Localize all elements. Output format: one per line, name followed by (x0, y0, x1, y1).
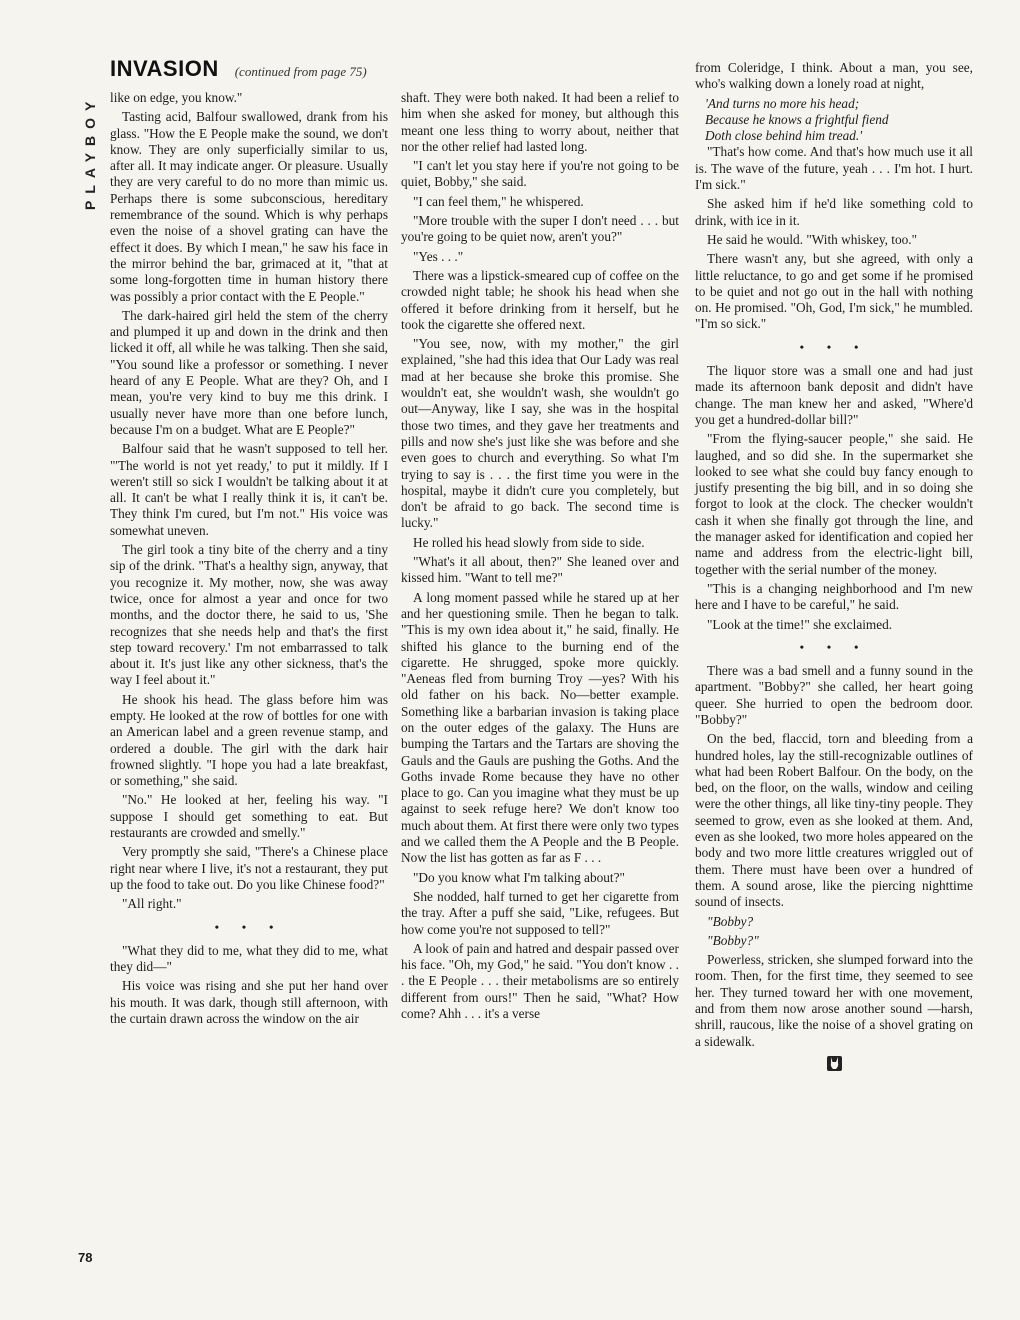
body-paragraph: "Yes . . ." (413, 248, 464, 264)
page-number: 78 (78, 1250, 93, 1265)
body-paragraph: There was a lipstick-smeared cup of coffee on the crowded night table; he shook his head when she offered it before drinking from it herself, but he took the cigarette she offered next. (401, 267, 679, 332)
body-paragraph: The girl took a tiny bite of the cherry and a tiny sip of the drink. "That's a healthy sign, anyway, that you recognize it. My mother, now, she was away twice, once for almost a year and once for two months, and the doctor there, he said to us, 'She recognizes that she needs help and that's the first step toward recovery.' I'm not embarrassed to talk about it. It's just like any other sickness, that's the way I feel about it." (110, 542, 388, 688)
body-paragraph: There wasn't any, but she agreed, with only a little reluctance, to go and get some if he promised to be quiet and not go out in the hall with nothing on. He promised. "Oh, God, I'm sick," he mumbled. "I'm so sick." (695, 251, 973, 332)
body-paragraph: "All right." (122, 896, 182, 912)
body-paragraph: Balfour said that he wasn't supposed to tell her. "'The world is not yet ready,' to put it mildly. If I weren't still so sick I wouldn't be talking about it at all. It can't be what I really think it is, it can't be. They think I'm cured, but I'm not." His voice was somewhat uneven. (110, 441, 388, 538)
body-paragraph: A long moment passed while he stared up at her and her questioning smile. Then he began to talk. "This is my own idea about it," he said, finally. He shifted his glance to the burning end of the cigarette. He shrugged, spoke more quickly. "Aeneas fled from burning Troy —yes? With his old father on his back. No—better example. Something like a barbarian invasion is taking place on the outer edges of the galaxy. The Huns are bumping the Tartars and the Tartars are shoving the Gauls and the Gauls are pushing the Goths. And the Goths invade Rome because they have no other place to go. Can you imagine what they must be up against to seek refuge here? We don't know too much about them. At first there were only two types and we called them the A People and the B People. Now the list has gotten as far as F . . . (401, 589, 679, 866)
rabbit-head-icon (827, 1056, 842, 1071)
body-paragraph: from Coleridge, I think. About a man, you see, who's walking down a lonely road at night, (695, 60, 973, 92)
body-paragraph: "I can feel them," he whispered. (413, 193, 584, 209)
magazine-masthead: PLAYBOY (82, 94, 98, 210)
body-paragraph: He said he would. "With whiskey, too." (707, 231, 917, 247)
text-column-1 (110, 90, 388, 1030)
continued-note: (continued from page 75) (234, 64, 367, 79)
body-paragraph: There was a bad smell and a funny sound in the apartment. "Bobby?" she called, her heart going queer. She hurried to open the bedroom door. "Bobby?" (695, 663, 973, 727)
body-paragraph: He shook his head. The glass before him was empty. He looked at the row of bottles for one with an American label and a green revenue stamp, and ordered a double. The girl with the dark hair frowned slightly. "I hope you had a late breakfast, or something," she said. (110, 691, 388, 789)
text-column-2 (401, 90, 679, 1025)
body-paragraph: "What they did to me, what they did to me, what they did—" (110, 942, 388, 975)
body-paragraph: "More trouble with the super I don't need . . . but you're going to be quiet now, aren't you?" (401, 213, 679, 245)
section-break: • • • (799, 639, 869, 654)
section-break: • • • (799, 339, 869, 354)
body-paragraph: His voice was rising and she put her hand over his mouth. It was dark, though still afternoon, with the curtain drawn across the window on the air (110, 978, 388, 1027)
verse-line: Doth close behind him tread.' (705, 128, 863, 144)
body-paragraph: She nodded, half turned to get her cigarette from the tray. After a puff she said, "Like, refugees. But how come you're not supposed to tell?" (401, 888, 679, 937)
verse-line: Because he knows a frightful fiend (705, 111, 889, 127)
body-paragraph: Very promptly she said, "There's a Chinese place right near where I live, it's not a restaurant, they put up the food to take out. Do you like Chinese food?" (110, 844, 388, 892)
body-paragraph: "I can't let you stay here if you're not going to be quiet, Bobby," she said. (401, 158, 679, 190)
article-title: INVASION (110, 56, 219, 81)
article-header (110, 56, 367, 86)
body-paragraph: "Bobby?" (707, 932, 759, 948)
body-paragraph: The dark-haired girl held the stem of the cherry and plumped it up and down in the drink and then licked it off, all while he was talking. Then she said, "You sound like a professor or something. I never heard of any E People. What are they? Oh, and I mean, you're very kind to buy me this drink. I usually never have more than one before lunch, because I'm on a budget. What are E People?" (110, 307, 388, 437)
body-paragraph: "Look at the time!" she exclaimed. (707, 616, 893, 632)
body-paragraph: Tasting acid, Balfour swallowed, drank from his glass. "How the E People make the sound, we don't know. They are only superficially similar to us, after all. It may indicate anger. Or pleasure. Usually they are very careful to do no more than mimic us. Perhaps there is some subconscious, hereditary remembrance of the sound. Which is why perhaps even the noise of a shovel grating can have the effect it does. By which I mean," he saw his face in the mirror behind the bar, grimaced at it, "that at some long-forgotten time in human history there was possibly a prior contact with the E People." (110, 109, 388, 304)
body-paragraph: She asked him if he'd like something cold to drink, with ice in it. (695, 196, 973, 228)
body-paragraph: "What's it all about, then?" She leaned over and kissed him. "Want to tell me?" (401, 554, 679, 586)
body-paragraph: "You see, now, with my mother," the girl explained, "she had this idea that Our Lady was real mad at her because she broke this promise. She wouldn't eat, she wouldn't wash, she wouldn't go out—Anyway, like I say, she was in the hospital those two times, and they gave her treatments and pills and now she's just like she was before and she even goes to church and everything. So what I'm trying to say is . . . the first time you were in the hospital, maybe it didn't cure you completely, but don't be afraid to go back. The second time is lucky." (401, 336, 679, 531)
body-paragraph: On the bed, flaccid, torn and bleeding from a hundred holes, lay the still-recognizable outlines of what had been Robert Balfour. On the body, on the bed, on the floor, on the walls, window and ceiling were the other things, all like tiny-tiny people. They seemed to grow, even as she looked at them. And, even as she looked, two more holes appeared on the body and two more little creatures wriggled out of them. There must have been over a hundred of them. A sound arose, like the piercing nighttime sound of insects. (695, 731, 973, 910)
body-paragraph: "No." He looked at her, feeling his way. "I suppose I should get something to eat. But restaurants are crowded and smelly." (110, 792, 388, 841)
verse-line: 'And turns no more his head; (705, 95, 860, 111)
body-paragraph: "Bobby? (707, 913, 754, 929)
body-paragraph: "From the flying-saucer people," she said. He laughed, and so did she. In the supermarket she looked to see what she could buy fancy enough to justify presenting the big bill, and in so doing she forgot to look at the clock. The checker wouldn't cash it when she finally got through the line, and the manager asked for identification and copied her name and address from the electric-light bill, together with the serial number of the money. (695, 431, 973, 577)
body-paragraph: The liquor store was a small one and had just made its afternoon bank deposit and didn't have change. The man knew her and asked, "Where'd you get a hundred-dollar bill?" (695, 363, 973, 427)
body-paragraph: He rolled his head slowly from side to side. (413, 534, 645, 550)
body-paragraph: "Do you know what I'm talking about?" (413, 869, 625, 885)
body-paragraph: Powerless, stricken, she slumped forward into the room. Then, for the first time, they seemed to see her. They turned toward her with one movement, and from them now arose another sound —harsh, shrill, raucous, like the noise of a shovel grating on a sidewalk. (695, 952, 973, 1049)
body-paragraph: "That's how come. And that's how much use it all is. The wave of the future, yeah . . . I'm hot. I hurt. I'm sick." (695, 144, 973, 193)
body-paragraph: "This is a changing neighborhood and I'm new here and I have to be careful," he said. (695, 580, 973, 613)
text-column-3 (695, 60, 973, 1071)
body-paragraph: like on edge, you know." (110, 90, 243, 105)
section-break: • • • (214, 919, 284, 934)
body-paragraph: shaft. They were both naked. It had been a relief to him when she asked for money, but although this meant one less thing to worry about, neither that nor the other relief had lasted long. (401, 90, 679, 154)
body-paragraph: A look of pain and hatred and despair passed over his face. "Oh, my God," he said. "You don't know . . . the E People . . . their metabolisms are so entirely different from ours!" Then he said, "What? How come? Ahh . . . it's a verse (401, 940, 679, 1022)
